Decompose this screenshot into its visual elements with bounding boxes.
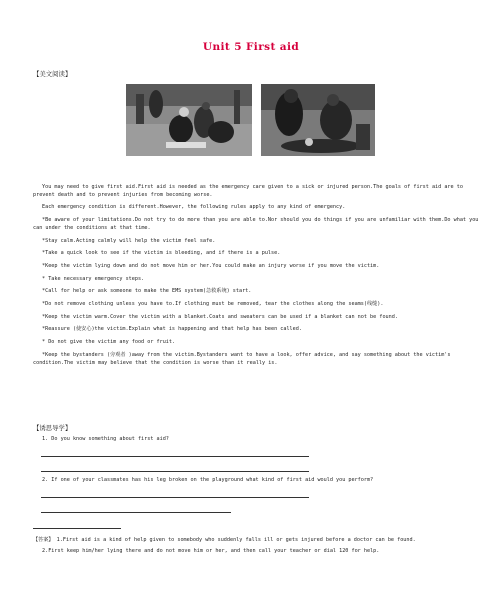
question-text: 1. Do you know something about first aid? <box>42 436 169 442</box>
rule-item: *Reassure (使安心)the victim.Explain what is happening and that help has been called. <box>42 326 302 333</box>
answer-line <box>41 497 309 498</box>
first-aid-scene-photo <box>126 84 252 156</box>
rule-item: *Take a quick look to see if the victim is bleeding, and if there is a pulse. <box>42 250 281 257</box>
answer-text: 1.First aid is a kind of help given to somebody who suddenly falls ill or gets injured before a doctor can be found. <box>53 537 416 543</box>
rule-item: *Keep the victim lying down and do not move him or her.You could make an injury worse if you move the victim. <box>42 263 380 270</box>
first-aid-victim-photo <box>261 84 375 156</box>
answer-line <box>41 456 309 457</box>
rule-item: *Keep the victim warm.Cover the victim with a blanket.Coats and sweaters can be used if a blanket can not be found. <box>42 313 398 320</box>
answer-label: 【答案】 <box>33 537 54 543</box>
question-text: 2. If one of your classmates has his leg broken on the playground what kind of first aid would you perform? <box>42 477 374 483</box>
paragraph: Each emergency condition is different.However, the following rules apply to any kind of emergency. <box>42 204 346 211</box>
page-title: Unit 5 First aid <box>202 41 300 53</box>
question-1 <box>33 436 479 449</box>
rule-item: *Be aware of your limitations.Do not try to do more than you are able to.Nor should you do things if you are unfamiliar with them.Do what you can under the conditions at that time. <box>33 217 479 231</box>
answer-line <box>41 471 309 472</box>
rule-item: *Stay calm.Acting calmly will help the victim feel safe. <box>42 237 216 244</box>
rule-item: * Take necessary emergency steps. <box>42 275 145 282</box>
answer-block <box>33 536 479 555</box>
rule-item: *Call for help or ask someone to make the EMS system(急救系统) start. <box>42 288 252 295</box>
paragraph: You may need to give first aid.First aid is needed as the emergency care given to a sick or injured person.The goals of first aid are to prevent death and to prevent injuries from becoming worse. <box>33 184 463 198</box>
answer-2: 2.First keep him/her lying there and do not move him or her, and then call your teacher or dial 120 for help. <box>42 547 380 554</box>
separator-line <box>33 528 121 529</box>
section-heading-questions: 【诱思导学】 <box>33 424 72 432</box>
section-heading-reading: 【美文阅读】 <box>33 70 72 78</box>
rule-item: * Do not give the victim any food or fruit. <box>42 339 176 346</box>
question-2 <box>33 477 479 490</box>
answer-1 <box>33 536 479 545</box>
rule-item: *Keep the bystanders (旁观者 )away from the victim.Bystanders want to have a look, offer advice, and say something about the victim's condition.The victim may believe that the condition is worse than it really is. <box>33 351 451 366</box>
reading-passage <box>33 184 479 372</box>
answer-line <box>41 512 231 513</box>
rule-item: *Do not remove clothing unless you have to.If clothing must be removed, tear the clothes along the seams(线缝). <box>42 301 384 308</box>
